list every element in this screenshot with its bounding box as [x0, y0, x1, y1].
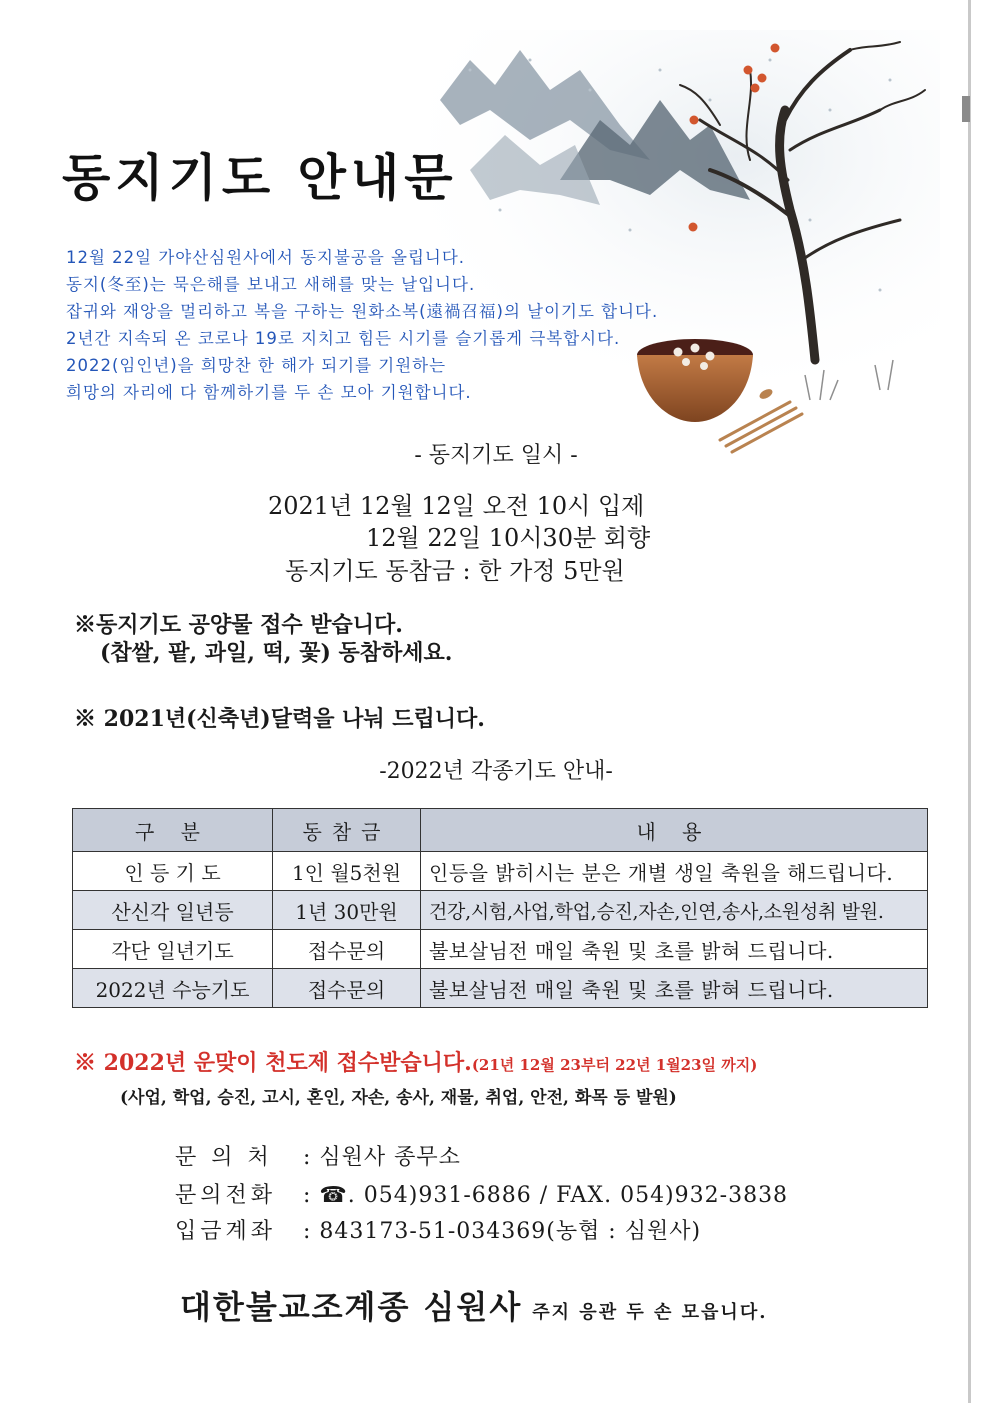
prayer-fee-cell: 1년 30만원	[273, 891, 421, 930]
intro-paragraph	[66, 244, 806, 406]
prayer-type-cell: 각단 일년기도	[73, 930, 273, 969]
intro-line: 희망의 자리에 다 함께하기를 두 손 모아 기원합니다.	[66, 383, 472, 402]
cheondoje-period: (21년 12월 23부터 22년 1월23일 까지)	[471, 1056, 758, 1074]
page-edge-mark	[962, 96, 970, 122]
prayer-desc-cell: 불보살님전 매일 축원 및 초를 밝혀 드립니다.	[421, 930, 928, 969]
page-title: 동지기도 안내문	[62, 149, 458, 207]
intro-line: 12월 22일 가야산심원사에서 동지불공을 올립니다.	[66, 248, 466, 267]
calendar-notice: ※ 2021년(신축년)달력을 나눠 드립니다.	[74, 706, 485, 732]
contact-office-label: 문 의 처	[175, 1145, 273, 1170]
contact-phone-value: : ☎. 054)931-6886 / FAX. 054)932-3838	[303, 1183, 789, 1208]
intro-line: 2022(임인년)을 희망찬 한 해가 되기를 기원하는	[66, 356, 447, 375]
prayer-desc-cell: 불보살님전 매일 축원 및 초를 밝혀 드립니다.	[421, 969, 928, 1008]
intro-line: 잡귀와 재앙을 멀리하고 복을 구하는 원화소복(遠禍召福)의 날이기도 합니다.	[66, 302, 659, 321]
cheondoje-main: ※ 2022년 운맞이 천도제 접수받습니다.	[74, 1050, 472, 1076]
prayer-table-heading: -2022년 각종기도 안내-	[379, 759, 613, 784]
intro-line: 동지(冬至)는 묵은해를 보내고 새해를 맞는 날입니다.	[66, 275, 476, 294]
contact-account-value: : 843173-51-034369(농협 : 심원사)	[303, 1219, 702, 1244]
column-header: 구 분	[73, 809, 273, 852]
prayer-type-cell: 산신각 일년등	[73, 891, 273, 930]
contact-phone	[175, 1178, 788, 1209]
offerings-notice: ※동지기도 공양물 접수 받습니다.	[74, 612, 403, 638]
prayer-table	[72, 808, 928, 1008]
schedule-start: 2021년 12월 12일 오전 10시 입제	[268, 492, 645, 520]
prayer-desc-cell: 건강,시험,사업,학업,승진,자손,인연,송사,소원성취 발원.	[421, 891, 928, 930]
contact-phone-label: 문의전화	[175, 1183, 277, 1208]
intro-line: 2년간 지속되 온 코로나 19로 지치고 힘든 시기를 슬기롭게 극복합시다.	[66, 329, 621, 348]
contact-office	[175, 1140, 461, 1171]
schedule-fee: 동지기도 동참금 : 한 가정 5만원	[285, 557, 625, 585]
footer-signature	[180, 1282, 767, 1328]
prayer-fee-cell: 1인 월5천원	[273, 852, 421, 891]
closing-remark: 주지 응관 두 손 모읍니다.	[532, 1302, 768, 1323]
prayer-type-cell: 2022년 수능기도	[73, 969, 273, 1008]
schedule-end: 12월 22일 10시30분 회향	[366, 524, 651, 552]
prayer-desc-cell: 인등을 밝히시는 분은 개별 생일 축원을 해드립니다.	[421, 852, 928, 891]
prayer-fee-cell: 접수문의	[273, 969, 421, 1008]
offerings-items: (찹쌀, 팥, 과일, 떡, 꽃) 동참하세요.	[100, 640, 453, 666]
contact-account-label: 입금계좌	[175, 1219, 277, 1244]
cheondoje-wishes: (사업, 학업, 승진, 고시, 혼인, 자손, 송사, 재물, 취업, 안전, 화목 등 발원)	[120, 1088, 677, 1108]
organization-name: 대한불교조계종 심원사	[180, 1288, 523, 1326]
cheondoje-notice	[74, 1046, 757, 1077]
table-row	[73, 969, 928, 1008]
schedule-heading: - 동지기도 일시 -	[414, 443, 578, 468]
column-header: 동참금	[273, 809, 421, 852]
table-row	[73, 891, 928, 930]
page-edge-line	[968, 0, 971, 1403]
prayer-type-cell: 인 등 기 도	[73, 852, 273, 891]
contact-account	[175, 1214, 701, 1245]
table-header-row	[73, 809, 928, 852]
contact-office-value: : 심원사 종무소	[303, 1145, 461, 1170]
prayer-fee-cell: 접수문의	[273, 930, 421, 969]
column-header: 내 용	[421, 809, 928, 852]
table-row	[73, 852, 928, 891]
table-row	[73, 930, 928, 969]
